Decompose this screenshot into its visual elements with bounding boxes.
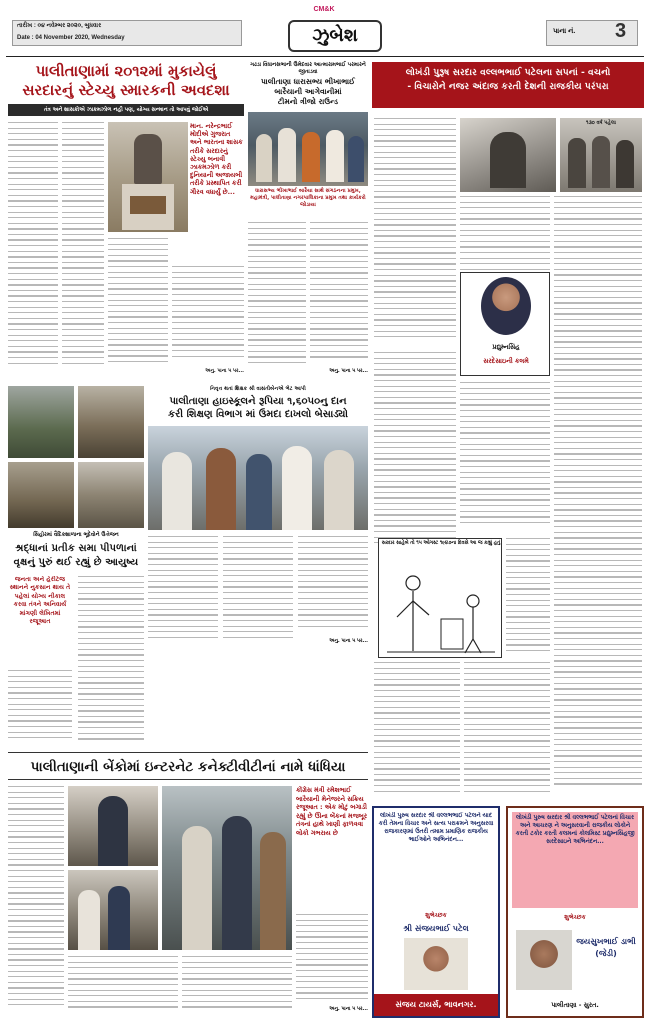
kicker: નિવૃત્ત થતાં શિક્ષક શ્રી વાસંતીબેનએ ભેટ આપી [210,386,306,392]
article-body-col2 [62,122,104,372]
story-peepal-tree [8,386,144,748]
bank-photo-2 [68,870,158,950]
wisher-label: શુભેચ્છક [425,912,447,919]
donation-photo [148,426,368,530]
photo-label: ૧૩૦ વર્ષ પહેલા [586,120,616,126]
article-body-col4 [172,266,244,366]
cartoon-drawing [383,561,499,655]
pullquote: માન. નરેન્દ્રભાઈ મોદીએ ગુજરાત અને ભારતના શાસક તરીકે સરદારનું સ્ટેચ્યુ બનાવી ઝાકમઝોળ કરી દુનિયાની અજાયબી તરીકે પ્રસ્થાપિત કરી ગૌરવ વધાર્યું છે... [190,122,243,196]
campaign-photo [248,112,368,186]
kicker: ગઢડા વિધાનસભાની ઉમેદવાર આત્મારામભાઈ પરમારને જીતાડવા [250,62,366,75]
historic-photo-1 [460,118,556,192]
color-registration-mark: CM&K [313,6,335,13]
article-body-col2 [68,956,178,1016]
continued-note: અનુ. પાના ૫ પર... [329,1007,368,1012]
ad-text: લોખંડી પુરુષ સરદાર શ્રી વલ્લભભાઈ પટેલનાં વિચાર અને આચરણ ને અનુસરવાની રાજકીય લોકોને કરતી ટકોર કરતી કલમનાં કોલમિસ્ટ પ્રદ્યુમ્નસિંહજી સરદેસાઇને અભિનંદન... [512,812,638,908]
article-body-col3 [554,196,642,796]
tree-photo-1 [8,386,74,458]
photo-caption: ધારાસભ્ય ભીખાભાઈ બારૈયા સાથે સંગઠનના પ્રમુખ, મહામંત્રી, પાલીતાણા નગરપાલિકાના પ્રમુખ તથા કાર્યકરો જોડાયા [250,188,366,208]
tree-photo-3 [8,462,74,528]
tree-photo-2 [78,386,144,458]
ad-footer: પાલીતાણા - સુરત. [551,1001,599,1009]
article-body-col1 [78,576,144,746]
side-headline: કોંગ્રેસ મંત્રી રમેશભાઈ બારૈયાની મેનેજરને સક્રિય રજૂઆત : એક મોટું બગાડી રહ્યું છે ઊના બેંકનાં મજબૂર તંત્રનાં હાથે ખાણી ફાળવવા લોકો ગભરાય છે [296,786,368,837]
wisher-name: જયસુખભાઈ ડાભી (જેડી) [576,937,636,958]
author-box [460,272,550,376]
ad-footer: સંજય ટાયર્સ, ભાવનગર. [374,994,498,1016]
continued-note: અનુ. પાના ૫ પર... [329,639,368,644]
headline: પાલીતાણા હાઇસ્કૂલને રૂપિયા ૧,૬૦૫૦નુ દાન કરી શિક્ષણ વિભાગ માં ઉમદા દાખલો બેસાડ્યો [168,396,348,420]
wisher-name: શ્રી સંજયભાઈ પટેલ [403,924,469,933]
page-number-box [546,20,638,46]
page-label: પાના નં. [553,28,576,35]
wisher-photo [404,938,468,990]
historic-photo-2 [560,118,642,192]
tree-photo-4 [78,462,144,528]
headline: શ્રદ્ધાનાં પ્રતીક સમા પીપળાનાં વૃક્ષનું પુરું થઈ રહ્યું છે આયુષ્ય [13,543,139,568]
headline: પાલીતાણામાં ૨૦૧૨માં મુકાયેલું સરદારનું સ્ટેચ્યુ સ્મારકની અવદશા [22,62,230,99]
date-english: Date : 04 November 2020, Wednesday [17,35,125,41]
continued-note: અનુ. પાના ૫ પર... [329,369,368,374]
continued-note: અનુ. પાના ૫ પર... [205,369,244,374]
story-sardar-editorial [372,62,644,802]
story-bank-internet [8,752,368,1018]
article-body-col4 [296,914,368,1004]
article-body-left [248,222,306,372]
article-body-bottom-mid [464,662,550,802]
article-body-col2c [506,538,550,658]
author-photo [481,277,531,335]
masthead [6,6,644,59]
cartoon-title: સરદાર સાહેબે તો ૧૫ ઓગસ્ટ ૧૯૪૭ના દિવસે આ જ કહ્યું હતું [381,541,501,546]
strap-banner: તંત્ર અને શાસકોએ ઝાકમઝોળ નહી પણ, યોગ્ય સન્માન તો આપવું જોઈએ [8,104,244,116]
newspaper-logo: ઝુબેશ [288,20,382,52]
ad-sanjay-patel [372,806,500,1018]
date-gujarati: તારીખ : ૦૪ નવેમ્બર ૨૦૨૦, બુધવાર [17,23,102,29]
page-number: 3 [615,20,627,42]
article-body-col1 [148,536,218,644]
article-body-col1b [374,352,456,552]
article-body-col3 [298,536,368,634]
pullquote: જનતા અને હેરીટેજ સ્થાનને નુકસાન થાય તે પહેલાં યોગ્ય નીકાલ કરવા તંત્રને અનિવાર્ય માંગણી લેખિતમાં રજૂઆત [9,576,71,626]
article-body-right [310,222,368,372]
wisher-label: શુભેચ્છક [564,914,586,921]
author-subtitle: સરદેસાઇની કલમે [483,357,529,365]
masthead-rule [6,56,644,57]
article-body-col1 [8,786,64,1016]
article-body-col1 [8,122,58,372]
ad-text: લોખંડી પુરુષ સરદાર શ્રી વલ્લભભાઈ પટેલને યાદ કરી તેમના વિચાર અને સત્ય પરાક્રમને અનુસરવા રાજકારણમાં ઉતરી તમામ પ્રમાણિક રાજકીય ભાઈઓને અભિનંદન... [378,813,494,843]
story-sardar-statue [8,62,244,382]
author-name: પ્રદ્યુમ્નસિંહ [492,343,520,351]
kicker: સિહોરમાં વૈદિકશાળાના ભૂદેવોને ઉત્તેજન [33,532,119,538]
ad-jaysukhbhai-dabhi [506,806,644,1018]
article-body-col3 [182,956,292,1016]
headline-banner: લોખંડી પુરૂષ સરદાર વલ્લભભાઈ પટેલના સપનાં - વચનો - વિચારોને નજર અંદાજ કરતી દેશની રાજકીય પરંપરા [372,62,644,108]
article-body-col2 [8,670,72,746]
statue-photo [108,122,188,232]
article-body-col2 [223,536,293,644]
article-body-col3 [108,238,168,368]
date-strip [12,20,242,46]
story-gadhada-campaign [248,62,368,382]
headline: પાલીતાણા ધારાસભ્ય ભીખાભાઈ બારૈયાની આગેવાનીમાં ટીમનો ત્રીજો રાઉન્ડ [260,77,356,106]
story-school-donation [148,386,368,648]
bank-photo-1 [68,786,158,866]
article-body-col1 [374,118,456,348]
article-body-bottom-left [374,662,460,802]
cartoon [378,538,502,658]
article-body-col2b [460,382,550,532]
headline: પાલીતાણાની બેંકોમાં ઇન્ટરનેટ કનેક્ટીવીટીનાં નામે ધાંધિયા [8,752,368,780]
bank-photo-3 [162,786,292,950]
wisher-photo [516,930,572,990]
